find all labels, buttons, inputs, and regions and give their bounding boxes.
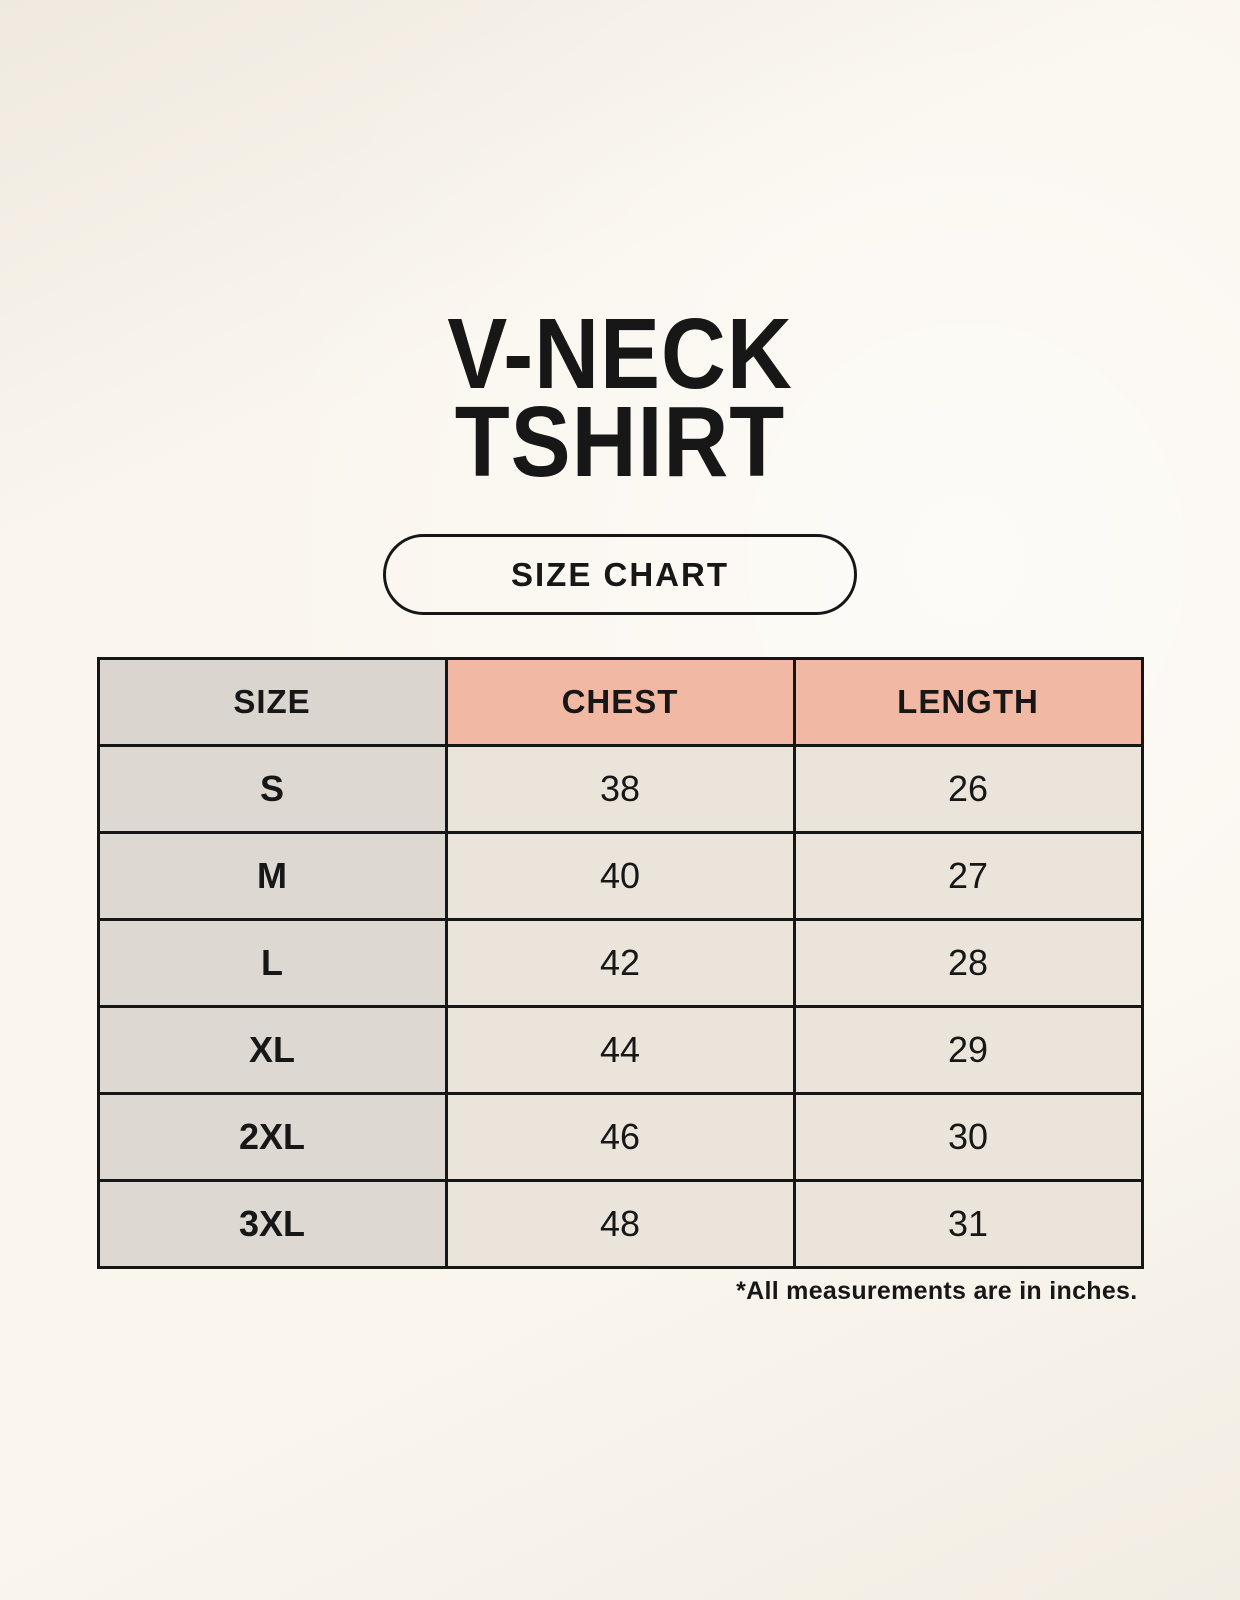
product-title-line2: TSHIRT <box>454 386 786 498</box>
chest-cell: 46 <box>446 1094 794 1181</box>
size-cell: M <box>98 833 446 920</box>
size-table-header <box>98 659 1142 746</box>
size-chart-badge <box>383 534 857 615</box>
length-cell: 31 <box>794 1181 1142 1268</box>
size-table <box>97 657 1144 1269</box>
table-row <box>98 920 1142 1007</box>
size-cell: XL <box>98 1007 446 1094</box>
length-cell: 29 <box>794 1007 1142 1094</box>
size-cell: L <box>98 920 446 1007</box>
size-cell: 2XL <box>98 1094 446 1181</box>
length-cell: 30 <box>794 1094 1142 1181</box>
size-table-body <box>98 746 1142 1268</box>
length-cell: 28 <box>794 920 1142 1007</box>
chest-cell: 42 <box>446 920 794 1007</box>
product-title-line1: V-NECK <box>447 298 793 410</box>
product-title <box>62 0 1178 498</box>
header-row <box>98 659 1142 746</box>
chest-cell: 40 <box>446 833 794 920</box>
size-cell: S <box>98 746 446 833</box>
column-header-length: LENGTH <box>794 659 1142 746</box>
column-header-chest: CHEST <box>446 659 794 746</box>
length-cell: 27 <box>794 833 1142 920</box>
chest-cell: 38 <box>446 746 794 833</box>
size-cell: 3XL <box>98 1181 446 1268</box>
table-row <box>98 746 1142 833</box>
chest-cell: 48 <box>446 1181 794 1268</box>
measurements-note: *All measurements are in inches. <box>736 1277 1138 1305</box>
size-chart-badge-label: SIZE CHART <box>511 556 729 593</box>
length-cell: 26 <box>794 746 1142 833</box>
chest-cell: 44 <box>446 1007 794 1094</box>
column-header-size: SIZE <box>98 659 446 746</box>
table-row <box>98 1094 1142 1181</box>
table-row <box>98 1007 1142 1094</box>
table-row <box>98 1181 1142 1268</box>
table-row <box>98 833 1142 920</box>
